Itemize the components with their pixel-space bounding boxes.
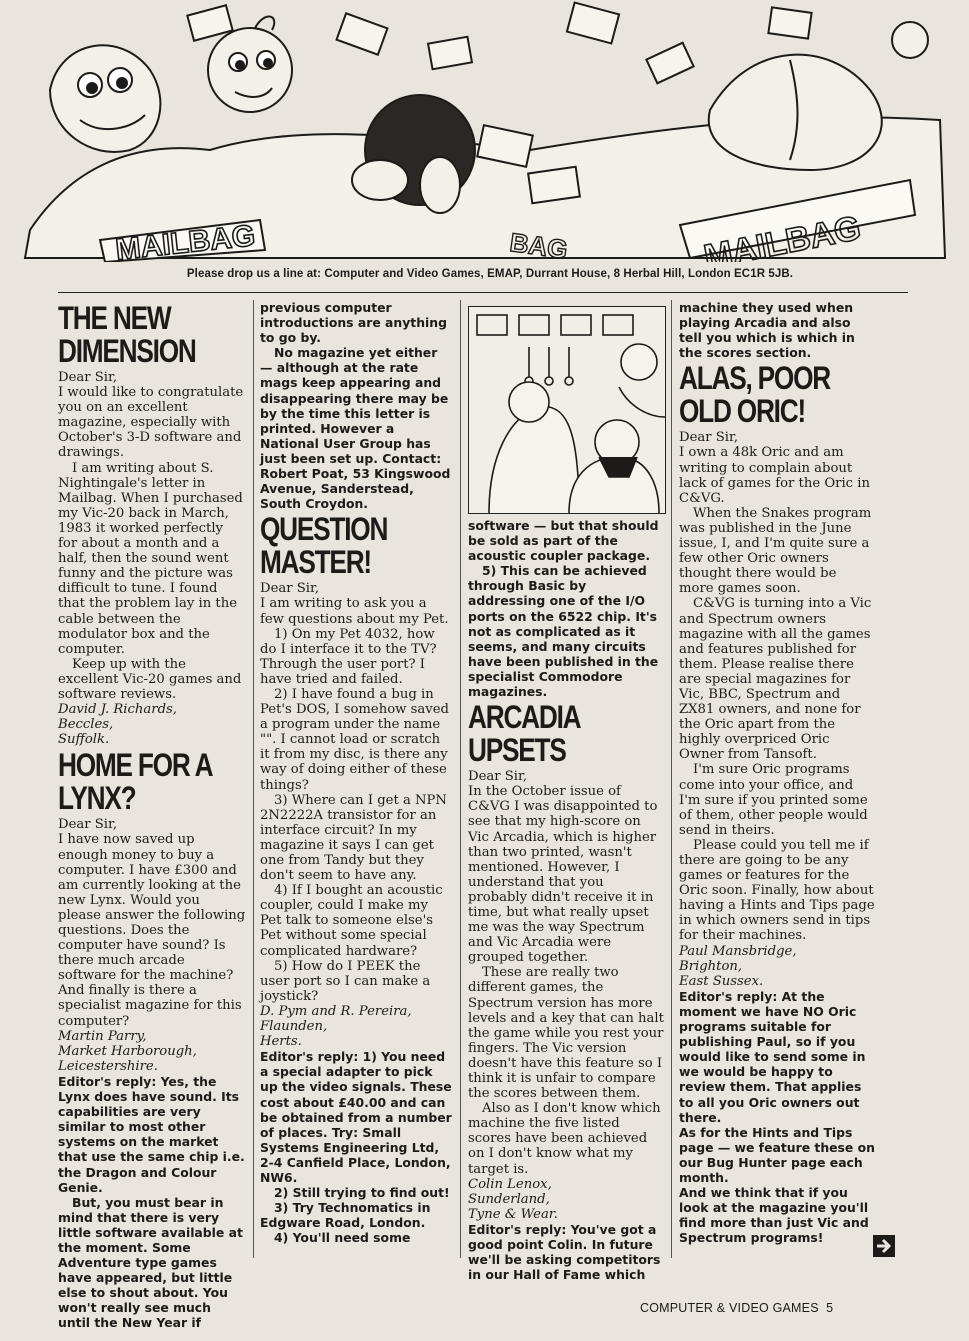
salutation: Dear Sir, xyxy=(58,370,118,385)
letter-title-question-master: QUESTION MASTER! xyxy=(260,511,388,581)
salutation: Dear Sir, xyxy=(58,817,118,833)
question: 3) Where can I get a NPN 2N2222A transistor for an interface circuit? In my magazine it says I can get one from Tandy but they don't seem to have any. xyxy=(260,792,447,884)
editor-reply: But, you must bear in mind that there is very little software available at the moment. Some Adventure type games have appeared, but little else to shout about. You won't really see much until the New Year if xyxy=(58,1194,243,1331)
column-1 xyxy=(58,300,246,1331)
editor-reply: No magazine yet either — although at the rate mags keep appearing and disappearing there may be by the time this letter is printed. However a National User Group has just been set up. Contact: Robert Poat, 53 Kingswood Avenue, Sanderstead, South Croydon. xyxy=(260,345,451,512)
editor-reply: As for the Hints and Tips page — we feature these on our Bug Hunter page each month. xyxy=(679,1124,875,1185)
letter-paragraph: Please could you tell me if there are going to be any games or features for the Oric soon. Finally, how about having a Hints and Tips page in which owners send in tips for their machines. xyxy=(679,837,875,944)
letter-title-new-dimension: THE NEW DIMENSION xyxy=(58,300,196,369)
signature-county: Leicestershire. xyxy=(58,1058,158,1074)
signature-town: Flaunden, xyxy=(260,1019,328,1035)
letter-paragraph: I own a 48k Oric and am writing to complain about lack of games for the Oric in C&VG. xyxy=(679,445,870,506)
column-divider xyxy=(253,300,254,1258)
letter-paragraph: Also as I don't know which machine the five listed scores have been achieved on I don't know what my target is. xyxy=(468,1101,661,1177)
signature-name: D. Pym and R. Pereira, xyxy=(260,1003,412,1019)
salutation: Dear Sir, xyxy=(260,581,320,597)
editor-reply: 2) Still trying to find out! xyxy=(274,1185,450,1201)
editor-reply: Editor's reply: You've got a good point Colin. In future we'll be asking competitors in our Hall of Fame which xyxy=(468,1221,661,1283)
salutation: Dear Sir, xyxy=(468,769,528,785)
signature-town: Sunderland, xyxy=(468,1191,550,1207)
letter-title-lynx: HOME FOR A LYNX? xyxy=(58,747,212,817)
letter-paragraph: When the Snakes program was published in the June issue, I, and I'm quite sure a few other Oric owners thought there would be more games soon. xyxy=(679,505,872,597)
editor-reply: Editor's reply: At the moment we have NO Oric programs suitable for publishing Paul, so if you would like to send some in we would be happy to review them. That applies to all you Oric owners out there. xyxy=(679,988,866,1125)
mailbag-label-left: MAILBAG xyxy=(113,219,257,262)
column-4 xyxy=(679,300,875,1245)
editor-reply: 4) You'll need some xyxy=(274,1230,411,1246)
letter-paragraph: C&VG is turning into a Vic and Spectrum owners magazine with all the games and features published for them. Please realise there are special magazines for Vic, BBC, Spectrum and ZX81 owners, and none for the Oric apart from the highly overpriced Oric Owner from Tansoft. xyxy=(679,596,872,763)
address-line: Please drop us a line at: Computer and Video Games, EMAP, Durrant House, 8 Herbal Hill, London EC1R 5JB. xyxy=(186,268,794,280)
signature-town: Beccles, xyxy=(58,717,114,733)
column-divider xyxy=(671,300,672,1258)
editor-reply: Editor's reply: Yes, the Lynx does have sound. Its capabilities are very similar to most other systems on the market that use the same chip i.e. the Dragon and Colour Genie. xyxy=(58,1073,245,1195)
column-2 xyxy=(260,300,452,1245)
editor-reply: And we think that if you look at the magazine you'll find more than just Vic and Spectrum programs! xyxy=(679,1185,869,1246)
letter-paragraph: These are really two different games, the Spectrum version has more levels and a key that can halt the game while you rest your fingers. The Vic version doesn't have this feature so I think it is unfair to compare the scores between them. xyxy=(468,965,664,1102)
letter-title-arcadia: ARCADIA UPSETS xyxy=(468,699,580,769)
letter-paragraph: I'm sure Oric programs come into your office, and I'm sure if you printed some of them, other people would send in theirs. xyxy=(679,762,868,838)
signature-name: Martin Parry, xyxy=(58,1028,147,1044)
letter-paragraph: In the October issue of C&VG I was disappointed to see that my high-score on Vic Arcadia, which is higher than two printed, wasn't mentioned. However, I understand that you probably didn't receive it in time, but what really upset me was the way Spectrum and Vic Arcadia were grouped together. xyxy=(468,784,658,966)
mailbag-banner xyxy=(10,0,954,262)
editor-reply-continued: software — but that should be sold as part of the acoustic coupler package. xyxy=(468,518,659,564)
signature-name: Colin Lenox, xyxy=(468,1176,552,1192)
mailbag-cartoon-illustration xyxy=(10,0,954,262)
letter-paragraph: I would like to congratulate you on an excellent magazine, especially with October's 3-D software and drawings. xyxy=(58,385,244,461)
signature-town: Market Harborough, xyxy=(58,1043,197,1059)
mailbag-label-small: BAG xyxy=(508,226,570,262)
signature-name: David J. Richards, xyxy=(58,702,177,718)
editor-reply: 3) Try Technomatics in Edgware Road, London. xyxy=(260,1200,431,1231)
right-arrow-icon xyxy=(872,1234,896,1258)
signature-county: Tyne & Wear. xyxy=(468,1206,558,1222)
signature-town: Brighton, xyxy=(679,958,743,974)
editor-reply: Editor's reply: 1) You need a special adapter to pick up the video signals. These cost about £40.00 and can be obtained from a number of places. Try: Small Systems Engineering Ltd, 2-4 Canfield Place, London, NW6. xyxy=(260,1049,452,1185)
question: 4) If I bought an acoustic coupler, could I make my Pet talk to someone else's Pet without some special complicated hardware? xyxy=(260,883,443,959)
question: 1) On my Pet 4032, how do I interface it to the TV? Through the user port? I have tried and failed. xyxy=(260,626,437,687)
editor-reply-continued: machine they used when playing Arcadia and also tell you which is which in the scores section. xyxy=(679,300,855,361)
column-3 xyxy=(468,300,664,1282)
signature-county: Herts. xyxy=(260,1034,302,1050)
letter-paragraph: I am writing to ask you a few questions about my Pet. xyxy=(260,596,449,627)
editor-reply-continued: previous computer introductions are anything to go by. xyxy=(260,300,447,346)
letter-paragraph: I am writing about S. Nightingale's letter in Mailbag. When I purchased my Vic-20 back in March, 1983 it worked perfectly for about a month and a half, then the sound went funny and the picture was difficult to tune. I found that the problem lay in the cable between the modulator box and the computer. xyxy=(58,460,243,657)
editor-reply: 5) This can be achieved through Basic by addressing one of the I/O ports on the 6522 chip. It's not as complicated as it seems, and many circuits have been published in the specialist Commodore magazines. xyxy=(468,563,659,700)
header-rule xyxy=(58,292,908,293)
letter-title-oric: ALAS, POOR OLD ORIC! xyxy=(679,360,830,430)
letter-paragraph: Keep up with the excellent Vic-20 games and software reviews. xyxy=(58,656,242,702)
signature-county: East Sussex. xyxy=(679,973,764,989)
question: 2) I have found a bug in Pet's DOS, I somehow saved a program under the name "". I cannot load or scratch it from my disc, is there any way of doing either of these things? xyxy=(260,686,449,793)
page-footer xyxy=(640,1301,833,1315)
question: 5) How do I PEEK the user port so I can make a joystick? xyxy=(260,958,431,1004)
page-number: 5 xyxy=(826,1301,834,1315)
signature-county: Suffolk. xyxy=(58,732,110,748)
mailbag-label-right: MAILBAG xyxy=(700,208,864,262)
arcade-cartoon-illustration xyxy=(468,306,666,514)
magazine-name: COMPUTER & VIDEO GAMES xyxy=(640,1301,819,1315)
salutation: Dear Sir, xyxy=(679,430,739,446)
signature-name: Paul Mansbridge, xyxy=(679,943,797,959)
column-divider xyxy=(460,300,461,1258)
letter-paragraph: I have now saved up enough money to buy a computer. I have £300 and am currently looking at the new Lynx. Would you please answer the following questions. Does the computer have sound? Is there much arcade software for the machine? And finally is there a specialist magazine for this computer? xyxy=(58,832,246,1029)
